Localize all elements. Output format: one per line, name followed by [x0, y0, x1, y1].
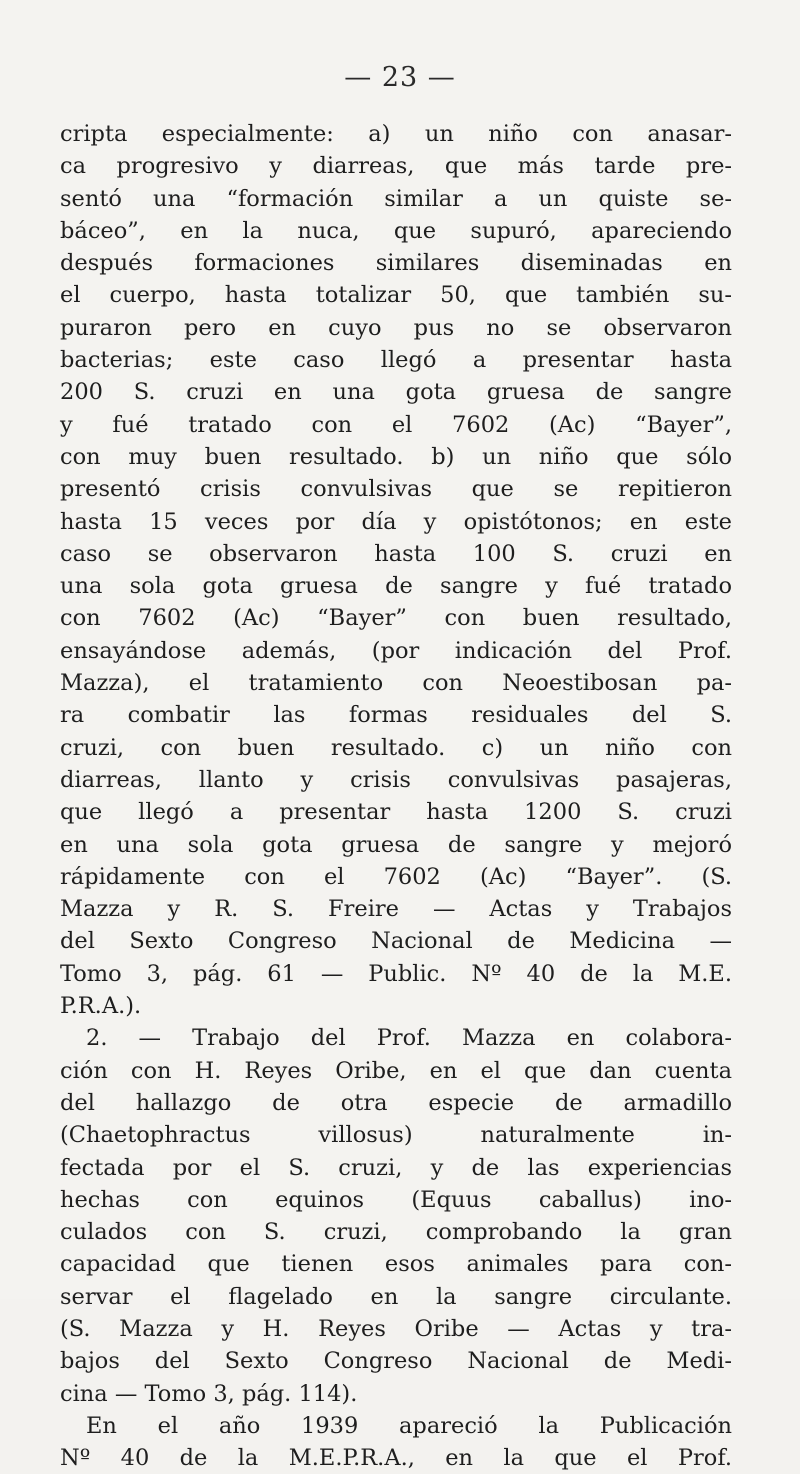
text-line: con 7602 (Ac) “Bayer” con buen resultado,: [60, 605, 732, 632]
text-line: (S. Mazza y H. Reyes Oribe — Actas y tra-: [60, 1315, 732, 1342]
text-line: Mazza), el tratamiento con Neoestibosan pa-: [60, 670, 732, 697]
text-line: y fué tratado con el 7602 (Ac) “Bayer”,: [60, 411, 732, 438]
text-line: después formaciones similares diseminadas en: [60, 250, 732, 277]
text-line: fectada por el S. cruzi, y de las experiencias: [60, 1154, 732, 1181]
text-line: presentó crisis convulsivas que se repitieron: [60, 476, 732, 503]
text-line: puraron pero en cuyo pus no se observaron: [60, 314, 732, 341]
text-line: diarreas, llanto y crisis convulsivas pasajeras,: [60, 766, 732, 793]
text-line: cina — Tomo 3, pág. 114).: [60, 1380, 358, 1407]
text-line: Tomo 3, pág. 61 — Public. Nº 40 de la M.E.: [60, 960, 732, 987]
text-line: servar el flagelado en la sangre circulante.: [60, 1283, 732, 1310]
text-line: con muy buen resultado. b) un niño que sólo: [60, 443, 732, 470]
text-line: en una sola gota gruesa de sangre y mejoró: [60, 831, 732, 858]
text-line: cruzi, con buen resultado. c) un niño con: [60, 734, 732, 761]
text-line: (Chaetophractus villosus) naturalmente in-: [60, 1122, 732, 1149]
text-line: caso se observaron hasta 100 S. cruzi en: [60, 540, 732, 567]
text-line: hasta 15 veces por día y opistótonos; en este: [60, 508, 732, 535]
text-line: 2. — Trabajo del Prof. Mazza en colabora-: [86, 1025, 732, 1052]
text-line: rápidamente con el 7602 (Ac) “Bayer”. (S.: [60, 863, 732, 890]
text-line: ción con H. Reyes Oribe, en el que dan cuenta: [60, 1057, 732, 1084]
text-line: bajos del Sexto Congreso Nacional de Medi-: [60, 1348, 732, 1375]
text-line: báceo”, en la nuca, que supuró, apareciendo: [60, 217, 732, 244]
text-line: el cuerpo, hasta totalizar 50, que también su-: [60, 282, 732, 309]
text-line: 200 S. cruzi en una gota gruesa de sangre: [60, 379, 732, 406]
text-line: que llegó a presentar hasta 1200 S. cruzi: [60, 799, 732, 826]
text-line: ra combatir las formas residuales del S.: [60, 702, 732, 729]
text-line: ensayándose además, (por indicación del Prof.: [60, 637, 732, 664]
text-line: del hallazgo de otra especie de armadillo: [60, 1089, 732, 1116]
text-line: P.R.A.).: [60, 993, 142, 1020]
text-line: sentó una “formación similar a un quiste se-: [60, 185, 732, 212]
text-line: hechas con equinos (Equus caballus) ino-: [60, 1186, 732, 1213]
text-line: una sola gota gruesa de sangre y fué tratado: [60, 573, 732, 600]
body-text: [60, 118, 732, 1474]
text-line: capacidad que tienen esos animales para con-: [60, 1251, 732, 1278]
text-line: del Sexto Congreso Nacional de Medicina —: [60, 928, 732, 955]
text-line: Nº 40 de la M.E.P.R.A., en la que el Prof.: [60, 1445, 732, 1472]
text-line: culados con S. cruzi, comprobando la gran: [60, 1219, 732, 1246]
text-line: cripta especialmente: a) un niño con anasar-: [60, 121, 732, 147]
page-number: — 23 —: [344, 62, 456, 93]
text-line: bacterias; este caso llegó a presentar hasta: [60, 347, 732, 374]
text-line: Mazza y R. S. Freire — Actas y Trabajos: [60, 896, 732, 923]
text-line: ca progresivo y diarreas, que más tarde pre-: [60, 153, 732, 180]
text-line: En el año 1939 apareció la Publicación: [86, 1412, 732, 1439]
